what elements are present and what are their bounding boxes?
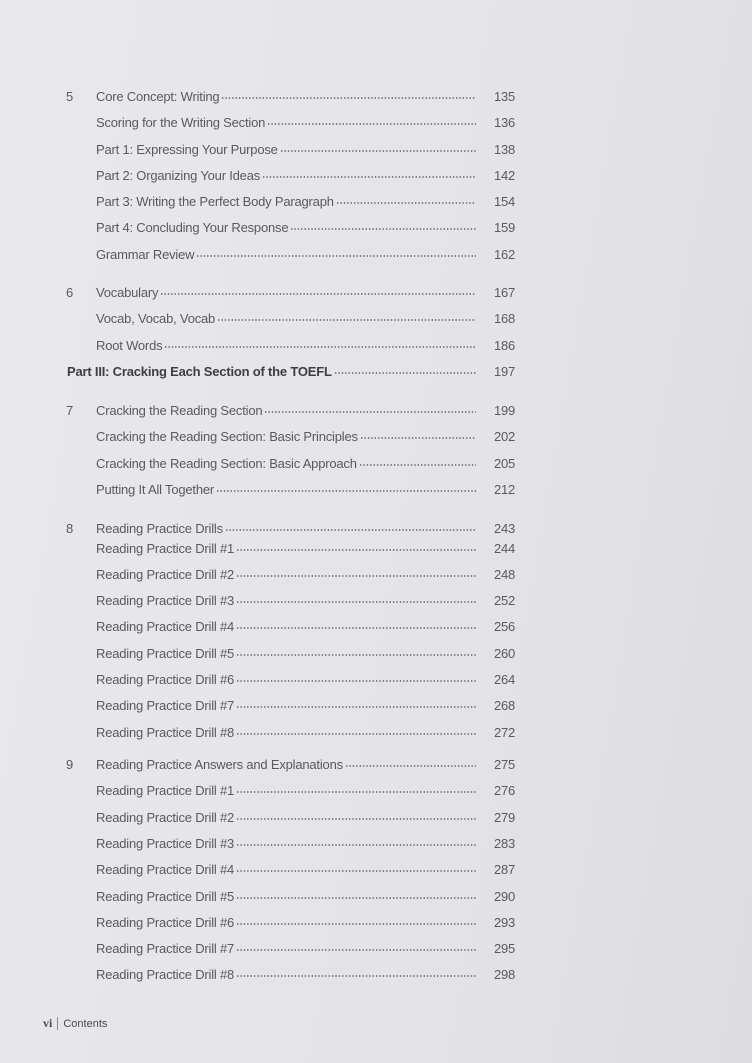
toc-entry-text xyxy=(96,456,476,471)
entry-title: Reading Practice Drill #6 xyxy=(96,672,235,687)
dot-leader xyxy=(236,679,476,683)
page-number: 248 xyxy=(494,567,516,582)
page-number: 205 xyxy=(494,456,516,471)
toc-entry-text xyxy=(96,311,476,326)
entry-title: Part 2: Organizing Your Ideas xyxy=(96,168,261,183)
page-number: 154 xyxy=(494,194,516,209)
page-number: 252 xyxy=(494,593,516,608)
toc-entry-text xyxy=(96,168,476,183)
entry-title: Root Words xyxy=(96,338,163,353)
toc-entry-text xyxy=(96,725,476,740)
toc-entry-text xyxy=(96,89,476,104)
page-number: 197 xyxy=(494,364,516,379)
toc-entry-text xyxy=(96,889,476,904)
entry-title: Putting It All Together xyxy=(96,482,215,497)
toc-entry-text xyxy=(96,810,476,825)
dot-leader xyxy=(216,489,476,493)
toc-entry-text xyxy=(96,115,476,130)
dot-leader xyxy=(164,345,476,349)
toc-entry-text xyxy=(67,364,476,379)
toc-entry-text xyxy=(96,285,476,300)
toc-entry-text xyxy=(96,521,476,536)
entry-title: Reading Practice Drill #8 xyxy=(96,725,235,740)
toc-entry-text xyxy=(96,403,476,418)
toc-entry-text xyxy=(96,541,476,556)
toc-entry-text xyxy=(96,567,476,582)
entry-title: Reading Practice Drill #6 xyxy=(96,915,235,930)
page-number: 167 xyxy=(494,285,516,300)
chapter-number: 7 xyxy=(66,403,74,418)
footer-divider xyxy=(57,1017,58,1030)
footer-section-label: Contents xyxy=(63,1017,108,1030)
page-number: 186 xyxy=(494,338,516,353)
dot-leader xyxy=(334,371,476,375)
page-number: 138 xyxy=(494,142,516,157)
entry-title: Reading Practice Drill #4 xyxy=(96,619,235,634)
entry-title: Part 4: Concluding Your Response xyxy=(96,220,289,235)
toc-entry-text xyxy=(96,142,476,157)
page-number: 244 xyxy=(494,541,516,556)
page-number: 279 xyxy=(494,810,516,825)
toc-entry-text xyxy=(96,593,476,608)
entry-title: Reading Practice Drill #2 xyxy=(96,810,235,825)
entry-title: Cracking the Reading Section: Basic Principles xyxy=(96,429,358,444)
dot-leader xyxy=(359,463,476,467)
entry-title: Grammar Review xyxy=(96,247,195,262)
page-number: 290 xyxy=(494,889,516,904)
entry-title: Vocabulary xyxy=(96,285,159,300)
page-number: 268 xyxy=(494,698,516,713)
page-number: 135 xyxy=(494,89,516,104)
dot-leader xyxy=(236,653,476,657)
dot-leader xyxy=(236,732,476,736)
page-number: 168 xyxy=(494,311,516,326)
toc-entry-text xyxy=(96,757,476,772)
dot-leader xyxy=(196,254,476,258)
toc-entry-text xyxy=(96,247,476,262)
dot-leader xyxy=(236,896,476,900)
toc-entry-text xyxy=(96,967,476,982)
chapter-number: 6 xyxy=(66,285,74,300)
toc-entry-text xyxy=(96,646,476,661)
dot-leader xyxy=(236,922,476,926)
toc-entry-text xyxy=(96,941,476,956)
page-number: 136 xyxy=(494,115,516,130)
chapter-number: 9 xyxy=(66,757,74,772)
entry-title: Cracking the Reading Section xyxy=(96,403,263,418)
dot-leader xyxy=(267,122,476,126)
entry-title: Reading Practice Drill #5 xyxy=(96,889,235,904)
entry-title: Part III: Cracking Each Section of the TOEFL xyxy=(67,364,332,379)
entry-title: Scoring for the Writing Section xyxy=(96,115,266,130)
entry-title: Reading Practice Answers and Explanations xyxy=(96,757,343,772)
dot-leader xyxy=(236,574,476,578)
page-number: 202 xyxy=(494,429,516,444)
dot-leader xyxy=(236,790,476,794)
toc-entry-text xyxy=(96,220,476,235)
page-number: 260 xyxy=(494,646,516,661)
entry-title: Reading Practice Drill #2 xyxy=(96,567,235,582)
entry-title: Part 3: Writing the Perfect Body Paragraph xyxy=(96,194,334,209)
dot-leader xyxy=(221,96,476,100)
chapter-number: 5 xyxy=(66,89,74,104)
page-numeral: vi xyxy=(43,1016,53,1030)
toc-entry-text xyxy=(96,194,476,209)
page-number: 287 xyxy=(494,862,516,877)
dot-leader xyxy=(236,843,476,847)
page-number: 275 xyxy=(494,757,516,772)
dot-leader xyxy=(236,974,476,978)
toc-entry-text xyxy=(96,698,476,713)
toc-entry-text xyxy=(96,429,476,444)
dot-leader xyxy=(345,764,476,768)
page-number: 283 xyxy=(494,836,516,851)
page-number: 142 xyxy=(494,168,516,183)
toc-entry-text xyxy=(96,915,476,930)
page-number: 293 xyxy=(494,915,516,930)
toc-entry-text xyxy=(96,862,476,877)
entry-title: Core Concept: Writing xyxy=(96,89,220,104)
page-number: 162 xyxy=(494,247,516,262)
page-number: 212 xyxy=(494,482,516,497)
dot-leader xyxy=(280,149,476,153)
dot-leader xyxy=(236,948,476,952)
dot-leader xyxy=(236,626,476,630)
toc-entry-text xyxy=(96,619,476,634)
page-number: 276 xyxy=(494,783,516,798)
page-number: 243 xyxy=(494,521,516,536)
toc-entry-text xyxy=(96,672,476,687)
dot-leader xyxy=(225,528,476,532)
entry-title: Part 1: Expressing Your Purpose xyxy=(96,142,278,157)
page-number: 298 xyxy=(494,967,516,982)
dot-leader xyxy=(236,600,476,604)
page-number: 256 xyxy=(494,619,516,634)
page-number: 264 xyxy=(494,672,516,687)
entry-title: Reading Practice Drill #7 xyxy=(96,941,235,956)
entry-title: Reading Practice Drill #7 xyxy=(96,698,235,713)
dot-leader xyxy=(360,436,476,440)
toc-entry-text xyxy=(96,338,476,353)
entry-title: Reading Practice Drill #8 xyxy=(96,967,235,982)
page-footer xyxy=(43,1016,107,1031)
dot-leader xyxy=(264,410,476,414)
entry-title: Reading Practice Drill #1 xyxy=(96,783,235,798)
dot-leader xyxy=(336,201,476,205)
dot-leader xyxy=(236,817,476,821)
dot-leader xyxy=(262,175,476,179)
entry-title: Reading Practice Drill #1 xyxy=(96,541,235,556)
entry-title: Reading Practice Drills xyxy=(96,521,223,536)
page-number: 159 xyxy=(494,220,516,235)
dot-leader xyxy=(160,292,476,296)
dot-leader xyxy=(217,318,476,322)
entry-title: Reading Practice Drill #3 xyxy=(96,593,235,608)
toc-entry-text xyxy=(96,482,476,497)
dot-leader xyxy=(236,869,476,873)
page-number: 199 xyxy=(494,403,516,418)
chapter-number: 8 xyxy=(66,521,74,536)
dot-leader xyxy=(290,227,476,231)
dot-leader xyxy=(236,548,476,552)
entry-title: Reading Practice Drill #3 xyxy=(96,836,235,851)
toc-entry-text xyxy=(96,836,476,851)
page-number: 295 xyxy=(494,941,516,956)
toc-entry-text xyxy=(96,783,476,798)
page-number: 272 xyxy=(494,725,516,740)
entry-title: Cracking the Reading Section: Basic Approach xyxy=(96,456,357,471)
dot-leader xyxy=(236,705,476,709)
entry-title: Reading Practice Drill #5 xyxy=(96,646,235,661)
entry-title: Reading Practice Drill #4 xyxy=(96,862,235,877)
entry-title: Vocab, Vocab, Vocab xyxy=(96,311,216,326)
